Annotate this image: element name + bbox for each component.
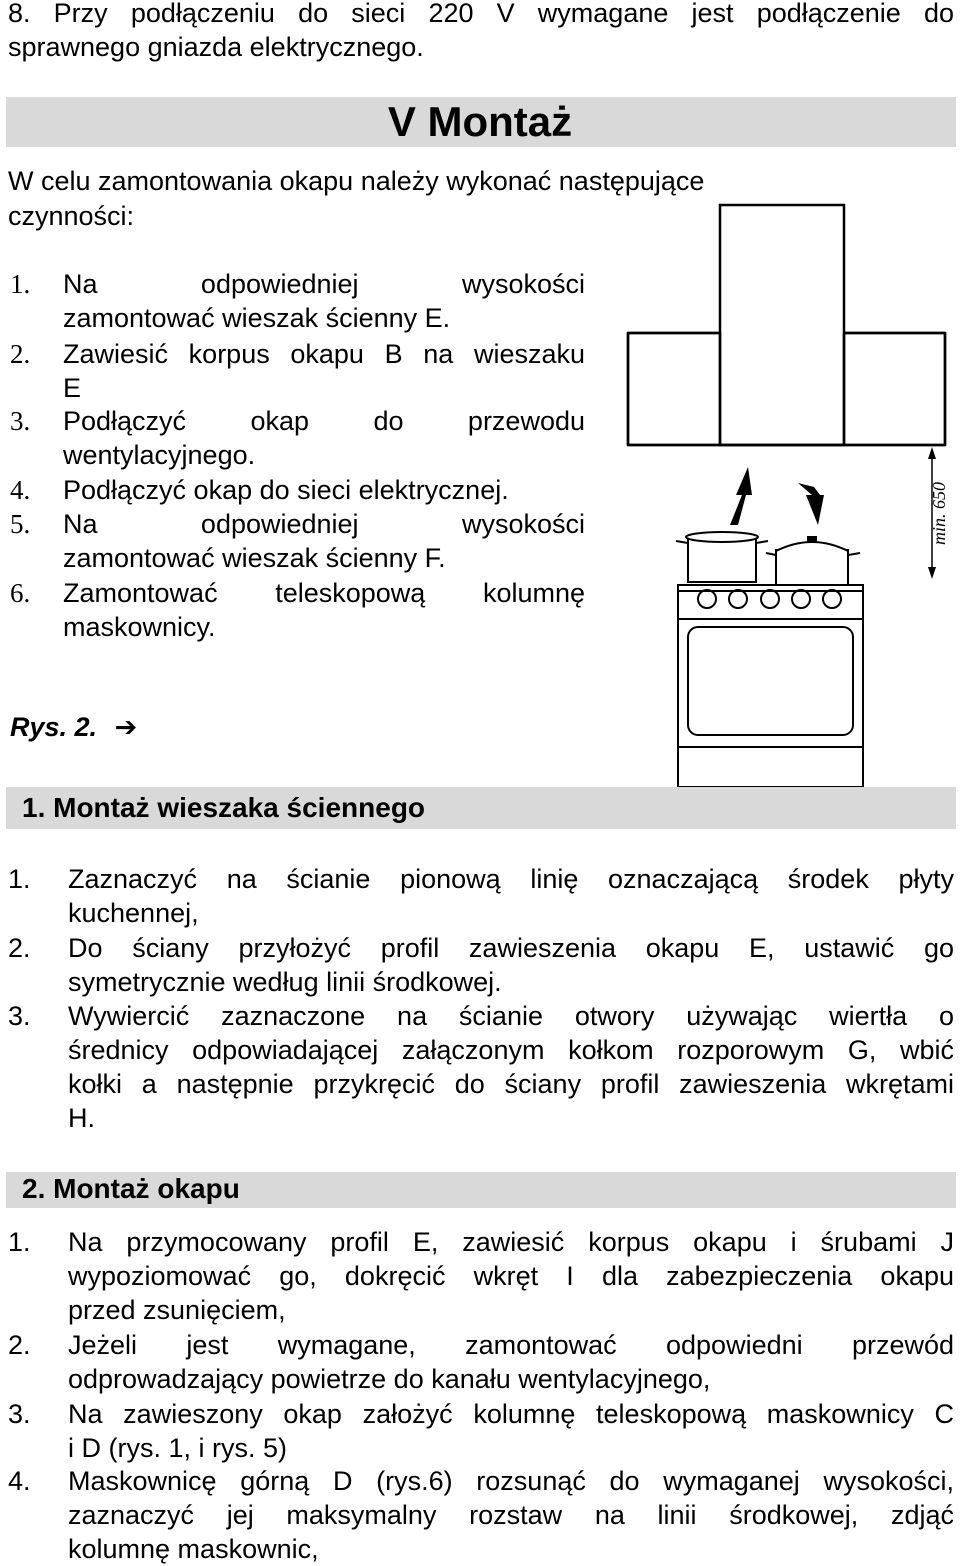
list-item bbox=[10, 337, 585, 405]
list-item bbox=[8, 862, 954, 930]
item-text-line: Na zawieszony okap założyć kolumnę teleskopową maskownicy C bbox=[68, 1399, 954, 1429]
step-text-line: Zamontować teleskopową kolumnę bbox=[63, 578, 585, 608]
list-item bbox=[10, 507, 585, 575]
knob-icon bbox=[698, 590, 716, 608]
list-item bbox=[10, 473, 585, 507]
item-number: 1. bbox=[8, 1227, 31, 1257]
item-number: 1. bbox=[8, 864, 31, 894]
item-text-line: kołki a następnie przykręcić do ściany profil zawieszenia wkrętami bbox=[68, 1069, 954, 1099]
item-text-line: średnicy odpowiadającej załączonym kołkom rozporowym G, wbić bbox=[68, 1035, 954, 1065]
step-text-line: zamontować wieszak ścienny E. bbox=[63, 303, 451, 333]
pot-icon bbox=[766, 536, 860, 585]
pot-icon bbox=[676, 532, 768, 582]
step-text-line: Zawiesić korpus okapu B na wieszaku bbox=[63, 339, 585, 369]
item-text-line: symetrycznie według linii środkowej. bbox=[68, 967, 502, 997]
item-number: 2. bbox=[8, 1330, 31, 1360]
figure-caption-label: Rys. 2. bbox=[10, 712, 98, 742]
figure-caption bbox=[10, 712, 137, 743]
item-text-line: Jeżeli jest wymagane, zamontować odpowiedni przewód bbox=[68, 1330, 954, 1360]
item-text-line: Zaznaczyć na ścianie pionową linię oznaczającą środek płyty bbox=[68, 864, 954, 894]
hood-canopy bbox=[628, 333, 945, 445]
step-number: 2. bbox=[10, 339, 31, 369]
intro-line-1: 8. Przy podłączeniu do sieci 220 V wymagane jest podłączenie do bbox=[8, 0, 954, 28]
oven-door bbox=[688, 627, 853, 735]
step-number: 6. bbox=[10, 578, 31, 608]
item-text-line: Wywiercić zaznaczone na ścianie otwory używając wiertła o bbox=[68, 1001, 954, 1031]
item-text-line: kuchennej, bbox=[68, 898, 199, 928]
item-text-line: H. bbox=[68, 1103, 95, 1133]
list-item bbox=[10, 576, 585, 644]
hood-installation-diagram bbox=[620, 195, 960, 795]
item-number: 3. bbox=[8, 1399, 31, 1429]
knob-icon bbox=[792, 590, 810, 608]
item-text-line: wypoziomować go, dokręcić wkręt I dla zabezpieczenia okapu bbox=[68, 1261, 954, 1291]
list-item bbox=[8, 931, 954, 999]
subsection-2-title: 2. Montaż okapu bbox=[22, 1173, 240, 1204]
intro-line-2: sprawnego gniazda elektrycznego. bbox=[8, 32, 424, 62]
steam-arrow-icon bbox=[798, 483, 824, 525]
stove-body bbox=[678, 619, 863, 787]
section-title: V Montaż bbox=[387, 98, 573, 145]
list-item bbox=[8, 999, 954, 1135]
steam-arrow-icon bbox=[730, 467, 752, 525]
subsection-1-title: 1. Montaż wieszaka ściennego bbox=[22, 792, 426, 823]
list-item bbox=[10, 267, 585, 335]
arrow-right-icon: ➔ bbox=[114, 712, 138, 743]
step-number: 1. bbox=[10, 269, 31, 299]
list-item bbox=[8, 1397, 954, 1465]
step-text-line: maskownicy. bbox=[63, 612, 216, 642]
item-number: 3. bbox=[8, 1001, 31, 1031]
knob-icon bbox=[729, 590, 747, 608]
list-item bbox=[8, 1225, 954, 1327]
step-text-line: wentylacyjnego. bbox=[63, 440, 256, 470]
knob-icon bbox=[823, 590, 841, 608]
item-text-line: Na przymocowany profil E, zawiesić korpus okapu i śrubami J bbox=[68, 1227, 954, 1257]
stove-control-panel bbox=[678, 591, 863, 619]
step-text-line: Podłączyć okap do przewodu bbox=[63, 406, 585, 436]
chimney-column bbox=[720, 205, 844, 445]
knob-icon bbox=[761, 590, 779, 608]
item-text-line: i D (rys. 1, i rys. 5) bbox=[68, 1433, 288, 1463]
step-number: 4. bbox=[10, 475, 31, 505]
step-number: 3. bbox=[10, 406, 31, 436]
list-item bbox=[8, 1464, 954, 1566]
section-lead-1: W celu zamontowania okapu należy wykonać następujące bbox=[8, 166, 705, 196]
dimension-label: min. 650 bbox=[929, 482, 949, 545]
item-number: 4. bbox=[8, 1466, 31, 1496]
step-text-line: E bbox=[63, 373, 82, 403]
item-number: 2. bbox=[8, 933, 31, 963]
step-text-line: Na odpowiedniej wysokości bbox=[63, 509, 585, 539]
list-item bbox=[10, 404, 585, 472]
item-text-line: Maskownicę górną D (rys.6) rozsunąć do wymaganej wysokości, bbox=[68, 1466, 954, 1496]
item-text-line: odprowadzający powietrze do kanału wentylacyjnego, bbox=[68, 1364, 711, 1394]
item-text-line: Do ściany przyłożyć profil zawieszenia okapu E, ustawić go bbox=[68, 933, 954, 963]
list-item bbox=[8, 1328, 954, 1396]
section-lead-2: czynności: bbox=[8, 201, 135, 231]
item-text-line: kolumnę maskownic, bbox=[68, 1534, 319, 1564]
item-text-line: zaznaczyć jej maksymalny rozstaw na linii środkowej, zdjąć bbox=[68, 1500, 954, 1530]
step-text-line: Na odpowiedniej wysokości bbox=[63, 269, 585, 299]
step-text-line: Podłączyć okap do sieci elektrycznej. bbox=[63, 475, 509, 505]
item-text-line: przed zsunięciem, bbox=[68, 1295, 286, 1325]
step-number: 5. bbox=[10, 509, 31, 539]
step-text-line: zamontować wieszak ścienny F. bbox=[63, 543, 446, 573]
